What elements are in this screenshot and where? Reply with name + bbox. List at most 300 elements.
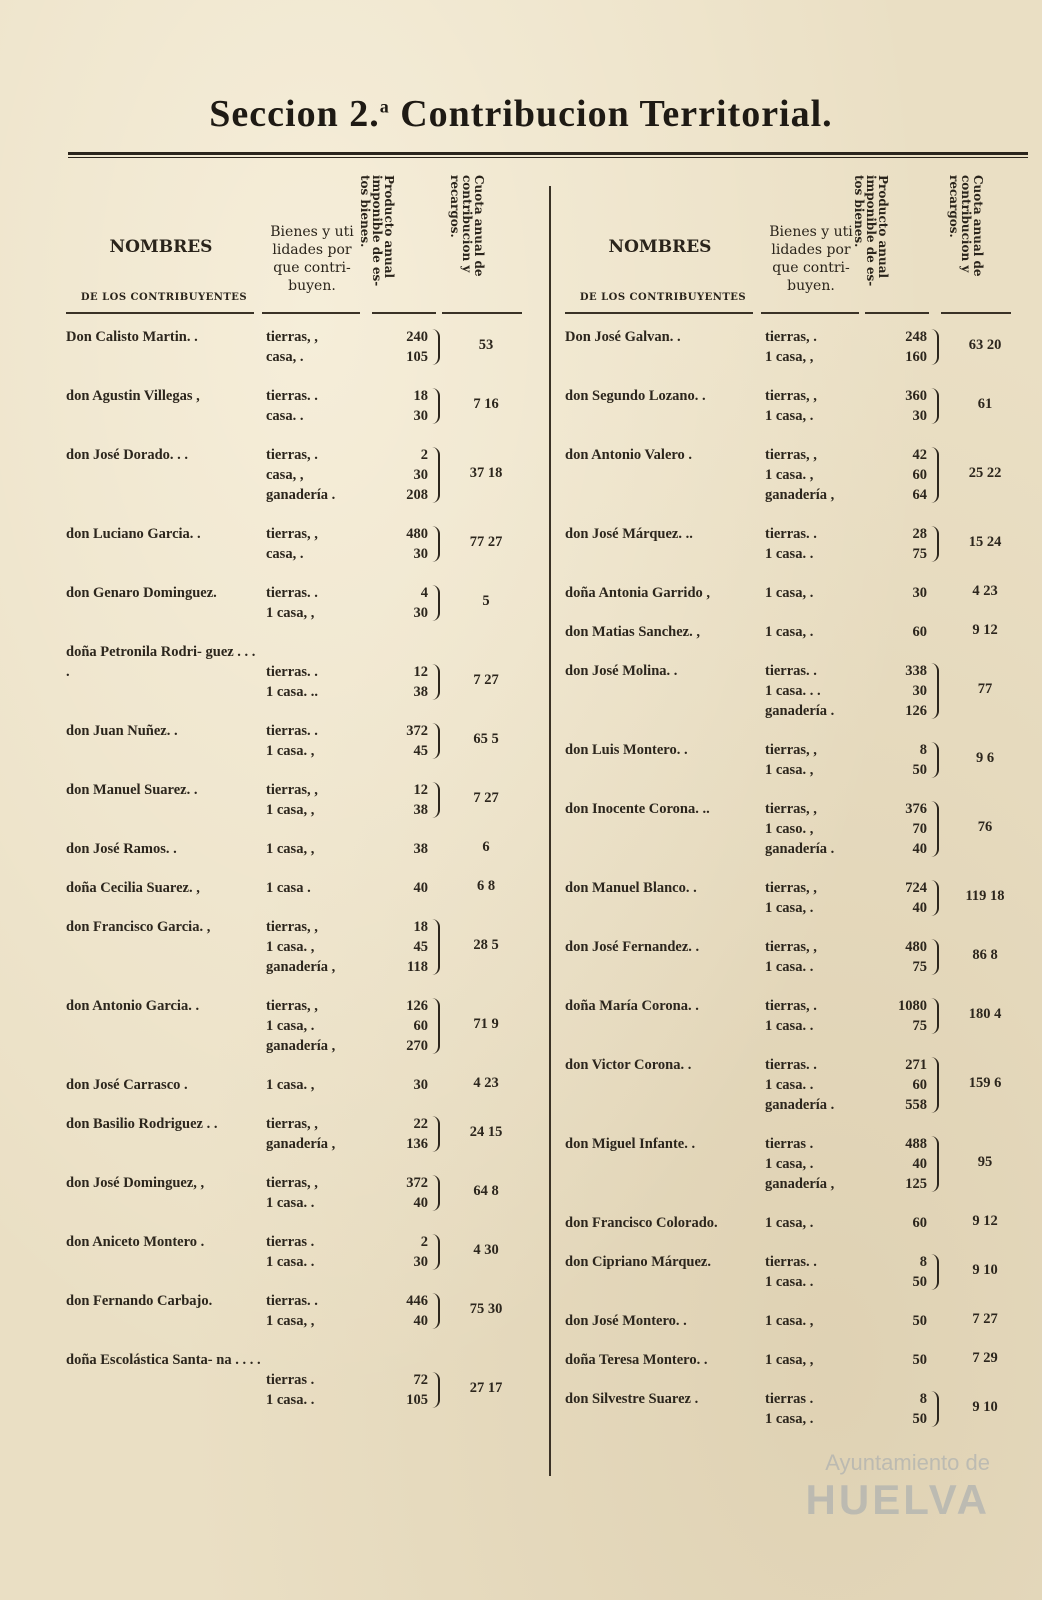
product-value: 724: [905, 880, 927, 896]
cuota-value: 119 18: [965, 888, 1005, 904]
product-value: 40: [413, 1195, 428, 1211]
watermark: [806, 1450, 990, 1524]
product-value: 30: [912, 683, 927, 699]
product-value: 126: [905, 703, 927, 719]
product-value: 40: [912, 900, 927, 916]
property-item: 1 caso. ,: [765, 821, 814, 837]
property-item: tierras .: [266, 1372, 315, 1388]
product-values: [875, 386, 927, 426]
property-list: [765, 1311, 865, 1331]
property-item: tierras. .: [266, 388, 318, 404]
property-item: ganadería ,: [266, 1038, 336, 1054]
property-item: ganadería .: [765, 1097, 835, 1113]
contributor-name: don Genaro Dominguez.: [66, 585, 217, 601]
property-item: tierras. .: [765, 1254, 817, 1270]
product-value: 30: [413, 408, 428, 424]
product-value: 60: [912, 1077, 927, 1093]
product-value: 338: [905, 663, 927, 679]
contributor-name: Don José Galvan. .: [565, 329, 681, 345]
brace: [931, 447, 939, 503]
contributor-name: don Luis Montero. .: [565, 742, 688, 758]
contributor-name: don Agustin Villegas ,: [66, 388, 200, 404]
cuota-value: 25 22: [968, 465, 1002, 481]
cuota-value: 77 27: [469, 534, 503, 550]
property-list: [266, 386, 366, 426]
brace: [432, 329, 440, 365]
product-value: 18: [413, 388, 428, 404]
property-item: casa. .: [266, 408, 304, 424]
property-list: [266, 917, 366, 977]
product-value: 126: [406, 998, 428, 1014]
property-item: tierras, ,: [765, 447, 817, 463]
product-value: 50: [912, 1313, 927, 1329]
contributor-name: don Victor Corona. .: [565, 1057, 692, 1073]
contributor-name: doña Antonia Garrido ,: [565, 585, 711, 601]
property-item: 1 casa, .: [765, 1215, 814, 1231]
cuota-value: 4 23: [473, 1075, 499, 1091]
property-item: tierras, ,: [765, 742, 817, 758]
cuota-value: 64 8: [473, 1183, 499, 1199]
contributor-name: don Inocente Corona. ..: [565, 801, 710, 817]
product-value: 271: [905, 1057, 927, 1073]
contributor-name: doña Teresa Montero. .: [565, 1352, 708, 1368]
property-list: [266, 1350, 366, 1410]
property-item: tierras. .: [765, 1057, 817, 1073]
contributor-name: don José Fernandez. .: [565, 939, 700, 955]
product-value: 136: [406, 1136, 428, 1152]
contributor-name: don Manuel Suarez. .: [66, 782, 198, 798]
property-item: 1 casa. ,: [765, 1313, 814, 1329]
header-producto: Producto anual imponible de es- tos bienes.: [358, 175, 396, 287]
title-rule: [68, 152, 1028, 158]
cuota-value: 95: [977, 1154, 993, 1170]
brace: [432, 782, 440, 818]
header-nombres: NOMBRES: [109, 237, 213, 257]
property-list: [266, 1291, 366, 1331]
property-item: tierras. .: [266, 664, 318, 680]
brace: [931, 742, 939, 778]
property-list: [266, 524, 366, 564]
product-values: [875, 327, 927, 367]
property-item: 1 casa. ,: [266, 743, 315, 759]
property-item: 1 casa, .: [765, 585, 814, 601]
product-value: 75: [912, 959, 927, 975]
property-list: [765, 327, 865, 367]
cuota-value: 65 5: [473, 731, 499, 747]
center-divider: [549, 186, 551, 1476]
brace: [432, 664, 440, 700]
product-values: [376, 1232, 428, 1272]
contributor-name: don Francisco Colorado.: [565, 1215, 718, 1231]
header-cuota: Cuota anual de contribucion y recargos.: [448, 175, 486, 277]
property-list: [266, 583, 366, 623]
contributor-name: don Cipriano Márquez.: [565, 1254, 711, 1270]
product-values: [376, 839, 428, 859]
product-value: 60: [912, 467, 927, 483]
property-item: 1 casa, ,: [266, 1313, 315, 1329]
product-value: 60: [912, 1215, 927, 1231]
product-value: 446: [406, 1293, 428, 1309]
property-item: tierras. .: [765, 663, 817, 679]
product-values: [875, 799, 927, 859]
property-item: ganadería .: [765, 703, 835, 719]
product-value: 160: [905, 349, 927, 365]
product-values: [376, 642, 428, 702]
cuota-value: 24 15: [469, 1124, 503, 1140]
property-item: tierras .: [765, 1391, 814, 1407]
property-item: 1 casa .: [266, 880, 311, 896]
contributor-name: don José Márquez. ..: [565, 526, 693, 542]
property-item: 1 casa. .: [765, 1274, 814, 1290]
product-value: 50: [912, 1411, 927, 1427]
product-value: 30: [912, 408, 927, 424]
header-nombres-sub: DE LOS CONTRIBUYENTES: [80, 292, 248, 303]
brace: [931, 1391, 939, 1427]
property-item: tierras, .: [765, 998, 817, 1014]
product-value: 270: [406, 1038, 428, 1054]
contributor-name: don José Carrasco .: [66, 1077, 188, 1093]
property-item: tierras, ,: [266, 782, 318, 798]
product-values: [875, 622, 927, 642]
cuota-value: 7 27: [473, 672, 499, 688]
product-value: 488: [905, 1136, 927, 1152]
cuota-value: 7 27: [972, 1311, 998, 1327]
page-title: Seccion 2.$^a$ Contribucion Territorial.: [209, 93, 833, 135]
cuota-value: 63 20: [968, 337, 1002, 353]
property-item: tierras, ,: [765, 801, 817, 817]
cuota-value: 9 12: [972, 1213, 998, 1229]
product-value: [376, 642, 428, 662]
product-value: 50: [912, 1352, 927, 1368]
brace: [931, 801, 939, 857]
product-value: 240: [406, 329, 428, 345]
brace: [931, 1136, 939, 1192]
product-value: 30: [413, 1254, 428, 1270]
contributor-name: doña Escolástica Santa- na . . . .: [66, 1352, 261, 1368]
header-nombres-sub: DE LOS CONTRIBUYENTES: [579, 292, 747, 303]
property-list: [266, 839, 366, 859]
property-item: tierras, .: [266, 447, 318, 463]
contributor-name: don Antonio Garcia. .: [66, 998, 200, 1014]
property-item: tierras .: [266, 1234, 315, 1250]
property-item: [266, 642, 366, 662]
property-item: tierras. .: [765, 526, 817, 542]
property-item: 1 casa. .: [266, 1392, 315, 1408]
product-value: 105: [406, 349, 428, 365]
property-item: 1 casa, ,: [266, 841, 315, 857]
brace: [432, 1372, 440, 1408]
left-column: [66, 175, 536, 1475]
contributor-name: doña María Corona. .: [565, 998, 699, 1014]
brace: [931, 880, 939, 916]
property-item: 1 casa. .: [266, 1195, 315, 1211]
product-value: 75: [912, 1018, 927, 1034]
cuota-value: 9 12: [972, 622, 998, 638]
product-value: 60: [413, 1018, 428, 1034]
cuota-value: 53: [478, 337, 494, 353]
contributor-name: don Manuel Blanco. .: [565, 880, 697, 896]
product-value: 4: [420, 585, 428, 601]
brace: [432, 1293, 440, 1329]
product-values: [875, 1311, 927, 1331]
product-value: 38: [413, 802, 428, 818]
product-values: [376, 524, 428, 564]
product-value: 372: [406, 1175, 428, 1191]
property-item: [266, 1350, 366, 1370]
brace: [931, 329, 939, 365]
property-item: 1 casa, .: [765, 1156, 814, 1172]
property-list: [266, 721, 366, 761]
product-value: 12: [413, 782, 428, 798]
contributor-name: Don Calisto Martin. .: [66, 329, 198, 345]
property-item: ganadería ,: [266, 959, 336, 975]
brace: [931, 526, 939, 562]
property-list: [765, 1350, 865, 1370]
property-item: casa, .: [266, 546, 304, 562]
property-list: [266, 1075, 366, 1095]
brace: [931, 1057, 939, 1113]
brace: [432, 388, 440, 424]
header-producto: Producto anual imponible de es- tos bienes.: [852, 175, 890, 287]
product-values: [376, 917, 428, 977]
brace: [931, 939, 939, 975]
property-item: 1 casa. ,: [266, 1077, 315, 1093]
cuota-value: 75 30: [469, 1301, 503, 1317]
right-column: [565, 175, 1035, 1475]
product-value: 30: [413, 467, 428, 483]
cuota-value: 86 8: [972, 947, 998, 963]
product-values: [376, 721, 428, 761]
contributor-name: don Miguel Infante. .: [565, 1136, 696, 1152]
cuota-value: 9 6: [975, 750, 995, 766]
product-value: 208: [406, 487, 428, 503]
product-values: [376, 996, 428, 1056]
header-cuota: Cuota anual de contribucion y recargos.: [947, 175, 985, 277]
property-item: ganadería ,: [765, 487, 835, 503]
property-item: ganadería ,: [266, 1136, 336, 1152]
property-item: tierras, .: [765, 329, 817, 345]
contributor-name: don Fernando Carbajo.: [66, 1293, 213, 1309]
property-list: [765, 1134, 865, 1194]
property-item: 1 casa. . .: [765, 683, 821, 699]
product-value: 2: [420, 1234, 428, 1250]
brace: [432, 723, 440, 759]
product-value: 40: [912, 841, 927, 857]
product-value: 40: [413, 880, 428, 896]
contributor-name: doña Cecilia Suarez. ,: [66, 880, 200, 896]
property-list: [765, 661, 865, 721]
product-values: [376, 445, 428, 505]
product-values: [875, 878, 927, 918]
contributor-name: don José Dominguez, ,: [66, 1175, 205, 1191]
property-item: casa, ,: [266, 467, 304, 483]
property-list: [765, 524, 865, 564]
product-value: 40: [413, 1313, 428, 1329]
property-list: [266, 327, 366, 367]
product-value: 28: [912, 526, 927, 542]
property-item: tierras, ,: [266, 998, 318, 1014]
property-item: tierras, ,: [266, 919, 318, 935]
contributor-name: don José Molina. .: [565, 663, 678, 679]
property-list: [765, 937, 865, 977]
property-item: casa, .: [266, 349, 304, 365]
property-list: [765, 1252, 865, 1292]
property-item: 1 casa, ,: [765, 349, 814, 365]
contributor-name: don Juan Nuñez. .: [66, 723, 178, 739]
header-nombres: NOMBRES: [608, 237, 712, 257]
property-item: 1 casa. ..: [266, 684, 318, 700]
brace: [931, 388, 939, 424]
product-values: [875, 740, 927, 780]
contributor-name: don Silvestre Suarez .: [565, 1391, 699, 1407]
brace: [432, 585, 440, 621]
product-value: 1080: [898, 998, 927, 1014]
product-value: 8: [919, 1254, 927, 1270]
product-values: [875, 661, 927, 721]
property-item: 1 casa, ,: [765, 1352, 814, 1368]
cuota-value: 9 10: [972, 1399, 998, 1415]
product-value: 60: [912, 624, 927, 640]
product-values: [875, 1213, 927, 1233]
cuota-value: 15 24: [968, 534, 1002, 550]
product-values: [875, 445, 927, 505]
product-value: 18: [413, 919, 428, 935]
property-item: 1 casa, ,: [266, 802, 315, 818]
cuota-value: 76: [977, 819, 993, 835]
property-list: [266, 1232, 366, 1272]
brace: [432, 1234, 440, 1270]
property-item: 1 casa. ,: [266, 939, 315, 955]
product-value: 125: [905, 1176, 927, 1192]
property-item: tierras, ,: [266, 1116, 318, 1132]
product-value: 22: [413, 1116, 428, 1132]
property-item: 1 casa, .: [765, 624, 814, 640]
product-values: [376, 878, 428, 898]
product-values: [376, 583, 428, 623]
product-value: 105: [406, 1392, 428, 1408]
contributor-name: don Matias Sanchez. ,: [565, 624, 700, 640]
product-values: [875, 1055, 927, 1115]
property-item: tierras, ,: [765, 388, 817, 404]
product-values: [376, 1075, 428, 1095]
cuota-value: 4 23: [972, 583, 998, 599]
brace: [432, 1175, 440, 1211]
property-item: 1 casa, ,: [266, 605, 315, 621]
contributor-name: don Antonio Valero .: [565, 447, 693, 463]
header-bienes: Bienes y uti lidades por que contri- buyen.: [769, 224, 853, 294]
product-value: 558: [905, 1097, 927, 1113]
property-list: [266, 996, 366, 1056]
property-item: tierras, ,: [765, 880, 817, 896]
product-values: [376, 780, 428, 820]
brace: [931, 1254, 939, 1290]
product-value: 40: [912, 1156, 927, 1172]
product-values: [875, 996, 927, 1036]
property-list: [765, 1389, 865, 1429]
product-value: 45: [413, 939, 428, 955]
product-values: [875, 1252, 927, 1292]
property-list: [765, 1213, 865, 1233]
cuota-value: 77: [977, 681, 993, 697]
cuota-value: 6 8: [476, 878, 496, 894]
product-value: 2: [420, 447, 428, 463]
property-list: [266, 1173, 366, 1213]
property-item: 1 casa. .: [765, 1077, 814, 1093]
cuota-value: 9 10: [972, 1262, 998, 1278]
property-item: 1 casa. .: [765, 546, 814, 562]
product-values: [875, 1350, 927, 1370]
cuota-value: 7 16: [473, 396, 499, 412]
product-value: 30: [413, 1077, 428, 1093]
property-list: [765, 622, 865, 642]
product-value: 50: [912, 762, 927, 778]
product-value: 8: [919, 742, 927, 758]
watermark-line1: Ayuntamiento de: [825, 1450, 990, 1475]
property-list: [266, 1114, 366, 1154]
product-value: 372: [406, 723, 428, 739]
cuota-value: 4 30: [473, 1242, 499, 1258]
property-item: 1 casa. ,: [765, 467, 814, 483]
cuota-value: 6: [482, 839, 490, 855]
contributor-name: don Francisco Garcia. ,: [66, 919, 211, 935]
brace: [432, 447, 440, 503]
property-list: [266, 878, 366, 898]
brace: [432, 526, 440, 562]
brace: [931, 663, 939, 719]
product-value: 45: [413, 743, 428, 759]
contributor-name: don José Montero. .: [565, 1313, 687, 1329]
property-list: [765, 740, 865, 780]
product-values: [875, 583, 927, 603]
property-list: [765, 996, 865, 1036]
contributor-name: don José Dorado. . .: [66, 447, 189, 463]
product-value: 30: [413, 605, 428, 621]
property-item: 1 casa. .: [266, 1254, 315, 1270]
property-item: tierras .: [765, 1136, 814, 1152]
property-item: tierras, ,: [266, 526, 318, 542]
product-value: 8: [919, 1391, 927, 1407]
cuota-value: 28 5: [473, 937, 499, 953]
product-values: [875, 937, 927, 977]
product-value: 42: [912, 447, 927, 463]
brace: [432, 1116, 440, 1152]
property-list: [765, 386, 865, 426]
product-value: 72: [413, 1372, 428, 1388]
contributor-name: don Aniceto Montero .: [66, 1234, 205, 1250]
product-values: [376, 1114, 428, 1154]
product-value: 50: [912, 1274, 927, 1290]
property-item: tierras, ,: [266, 329, 318, 345]
property-item: 1 casa, .: [765, 1411, 814, 1427]
header-bienes: Bienes y uti lidades por que contri- buyen.: [270, 224, 354, 294]
watermark-line2: HUELVA: [805, 1476, 990, 1523]
property-item: tierras, ,: [765, 939, 817, 955]
property-list: [765, 445, 865, 505]
cuota-value: 180 4: [968, 1006, 1002, 1022]
product-value: 12: [413, 664, 428, 680]
cuota-value: 7 27: [473, 790, 499, 806]
product-values: [376, 1291, 428, 1331]
product-values: [376, 327, 428, 367]
contributor-name: don José Ramos. .: [66, 841, 177, 857]
property-list: [266, 445, 366, 505]
product-value: 118: [407, 959, 428, 975]
property-item: 1 casa. .: [765, 959, 814, 975]
property-item: 1 casa. ,: [765, 762, 814, 778]
product-value: 38: [413, 684, 428, 700]
cuota-value: 159 6: [968, 1075, 1002, 1091]
contributor-name: don Luciano Garcia. .: [66, 526, 201, 542]
